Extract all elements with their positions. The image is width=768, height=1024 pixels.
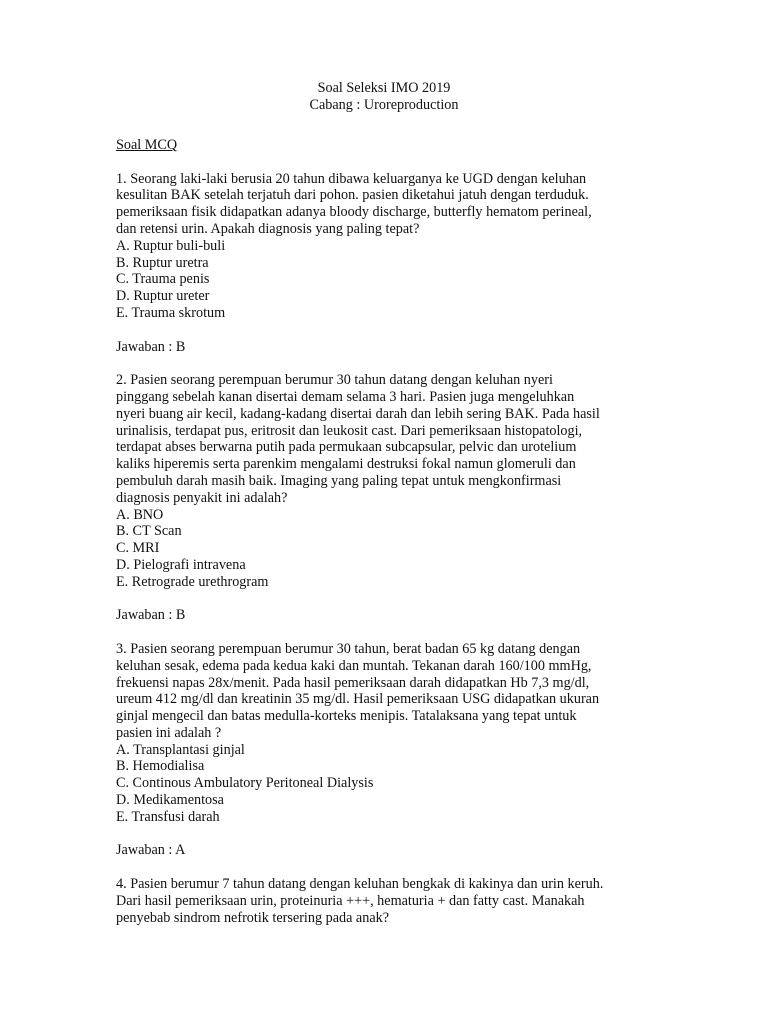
answer-option: D. Medikamentosa (116, 792, 224, 809)
answer-key: Jawaban : A (116, 842, 186, 859)
question-stem-line: nyeri buang air kecil, kadang-kadang disertai darah dan lebih sering BAK. Pada hasil (116, 405, 600, 422)
question-stem-line: urinalisis, terdapat pus, eritrosit dan leukosit cast. Dari pemeriksaan histopatologi, (116, 422, 583, 439)
question-stem-line: pinggang sebelah kanan disertai demam selama 3 hari. Pasien juga mengeluhkan (116, 388, 575, 405)
spacer (116, 826, 676, 843)
question-stem-line: kesulitan BAK setelah terjatuh dari pohon. pasien diketahui jatuh dengan terduduk. (116, 187, 589, 204)
question-stem-line: pembuluh darah masih baik. Imaging yang paling tepat untuk mengkonfirmasi (116, 472, 562, 489)
spacer (116, 859, 676, 876)
answer-option: B. CT Scan (116, 523, 182, 540)
answer-option: E. Retrograde urethrogram (116, 573, 269, 590)
question-2 (116, 372, 676, 641)
spacer (116, 154, 676, 171)
question-stem-line: ureum 412 mg/dl dan kreatinin 35 mg/dl. Hasil pemeriksaan USG didapatkan ukuran (116, 691, 600, 708)
section-title: Soal MCQ (116, 137, 178, 153)
question-stem-line: penyebab sindrom nefrotik tersering pada anak? (116, 909, 390, 926)
answer-option: E. Transfusi darah (116, 808, 220, 825)
document-header (0, 80, 768, 114)
answer-key: Jawaban : B (116, 338, 186, 355)
question-stem-line: 4. Pasien berumur 7 tahun datang dengan keluhan bengkak di kakinya dan urin keruh. (116, 876, 604, 893)
answer-option: A. BNO (116, 506, 164, 523)
question-4 (116, 876, 676, 926)
question-stem-line: Dari hasil pemeriksaan urin, proteinuria +++, hematuria + dan fatty cast. Manakah (116, 892, 585, 909)
spacer (116, 322, 676, 339)
question-stem-line: 2. Pasien seorang perempuan berumur 30 tahun datang dengan keluhan nyeri (116, 372, 553, 389)
spacer (116, 624, 676, 641)
answer-option: E. Trauma skrotum (116, 304, 226, 321)
question-stem-line: frekuensi napas 28x/menit. Pada hasil pemeriksaan darah didapatkan Hb 7,3 mg/dl, (116, 674, 590, 691)
question-1 (116, 171, 676, 373)
answer-option: C. Continous Ambulatory Peritoneal Dialysis (116, 775, 374, 792)
answer-option: D. Pielografi intravena (116, 556, 246, 573)
question-stem-line: pasien ini adalah ? (116, 724, 222, 741)
spacer (116, 591, 676, 608)
question-stem-line: ginjal mengecil dan batas medulla-korteks menipis. Tatalaksana yang tepat untuk (116, 708, 577, 725)
question-stem-line: pemeriksaan fisik didapatkan adanya bloody discharge, butterfly hematom perineal, (116, 204, 592, 221)
question-stem-line: terdapat abses berwarna putih pada permukaan subcapsular, pelvic dan urotelium (116, 439, 577, 456)
answer-key: Jawaban : B (116, 607, 186, 624)
question-stem-line: dan retensi urin. Apakah diagnosis yang paling tepat? (116, 220, 420, 237)
question-3 (116, 641, 676, 876)
question-stem-line: 3. Pasien seorang perempuan berumur 30 tahun, berat badan 65 kg datang dengan (116, 640, 581, 657)
answer-option: D. Ruptur ureter (116, 288, 210, 305)
answer-option: C. Trauma penis (116, 271, 210, 288)
document-title: Soal Seleksi IMO 2019 (317, 80, 451, 96)
question-stem-line: diagnosis penyakit ini adalah? (116, 489, 288, 506)
question-stem-line: kaliks hiperemis serta parenkim mengalami destruksi fokal namun glomeruli dan (116, 456, 576, 473)
spacer (116, 355, 676, 372)
answer-option: C. MRI (116, 540, 160, 557)
answer-option: B. Ruptur uretra (116, 254, 209, 271)
document-body (116, 137, 676, 926)
document-subtitle: Cabang : Uroreproduction (309, 96, 459, 113)
question-stem-line: 1. Seorang laki-laki berusia 20 tahun dibawa keluarganya ke UGD dengan keluhan (116, 170, 587, 187)
answer-option: A. Ruptur buli-buli (116, 237, 226, 254)
answer-option: A. Transplantasi ginjal (116, 741, 245, 758)
question-stem-line: keluhan sesak, edema pada kedua kaki dan muntah. Tekanan darah 160/100 mmHg, (116, 657, 592, 674)
answer-option: B. Hemodialisa (116, 758, 205, 775)
